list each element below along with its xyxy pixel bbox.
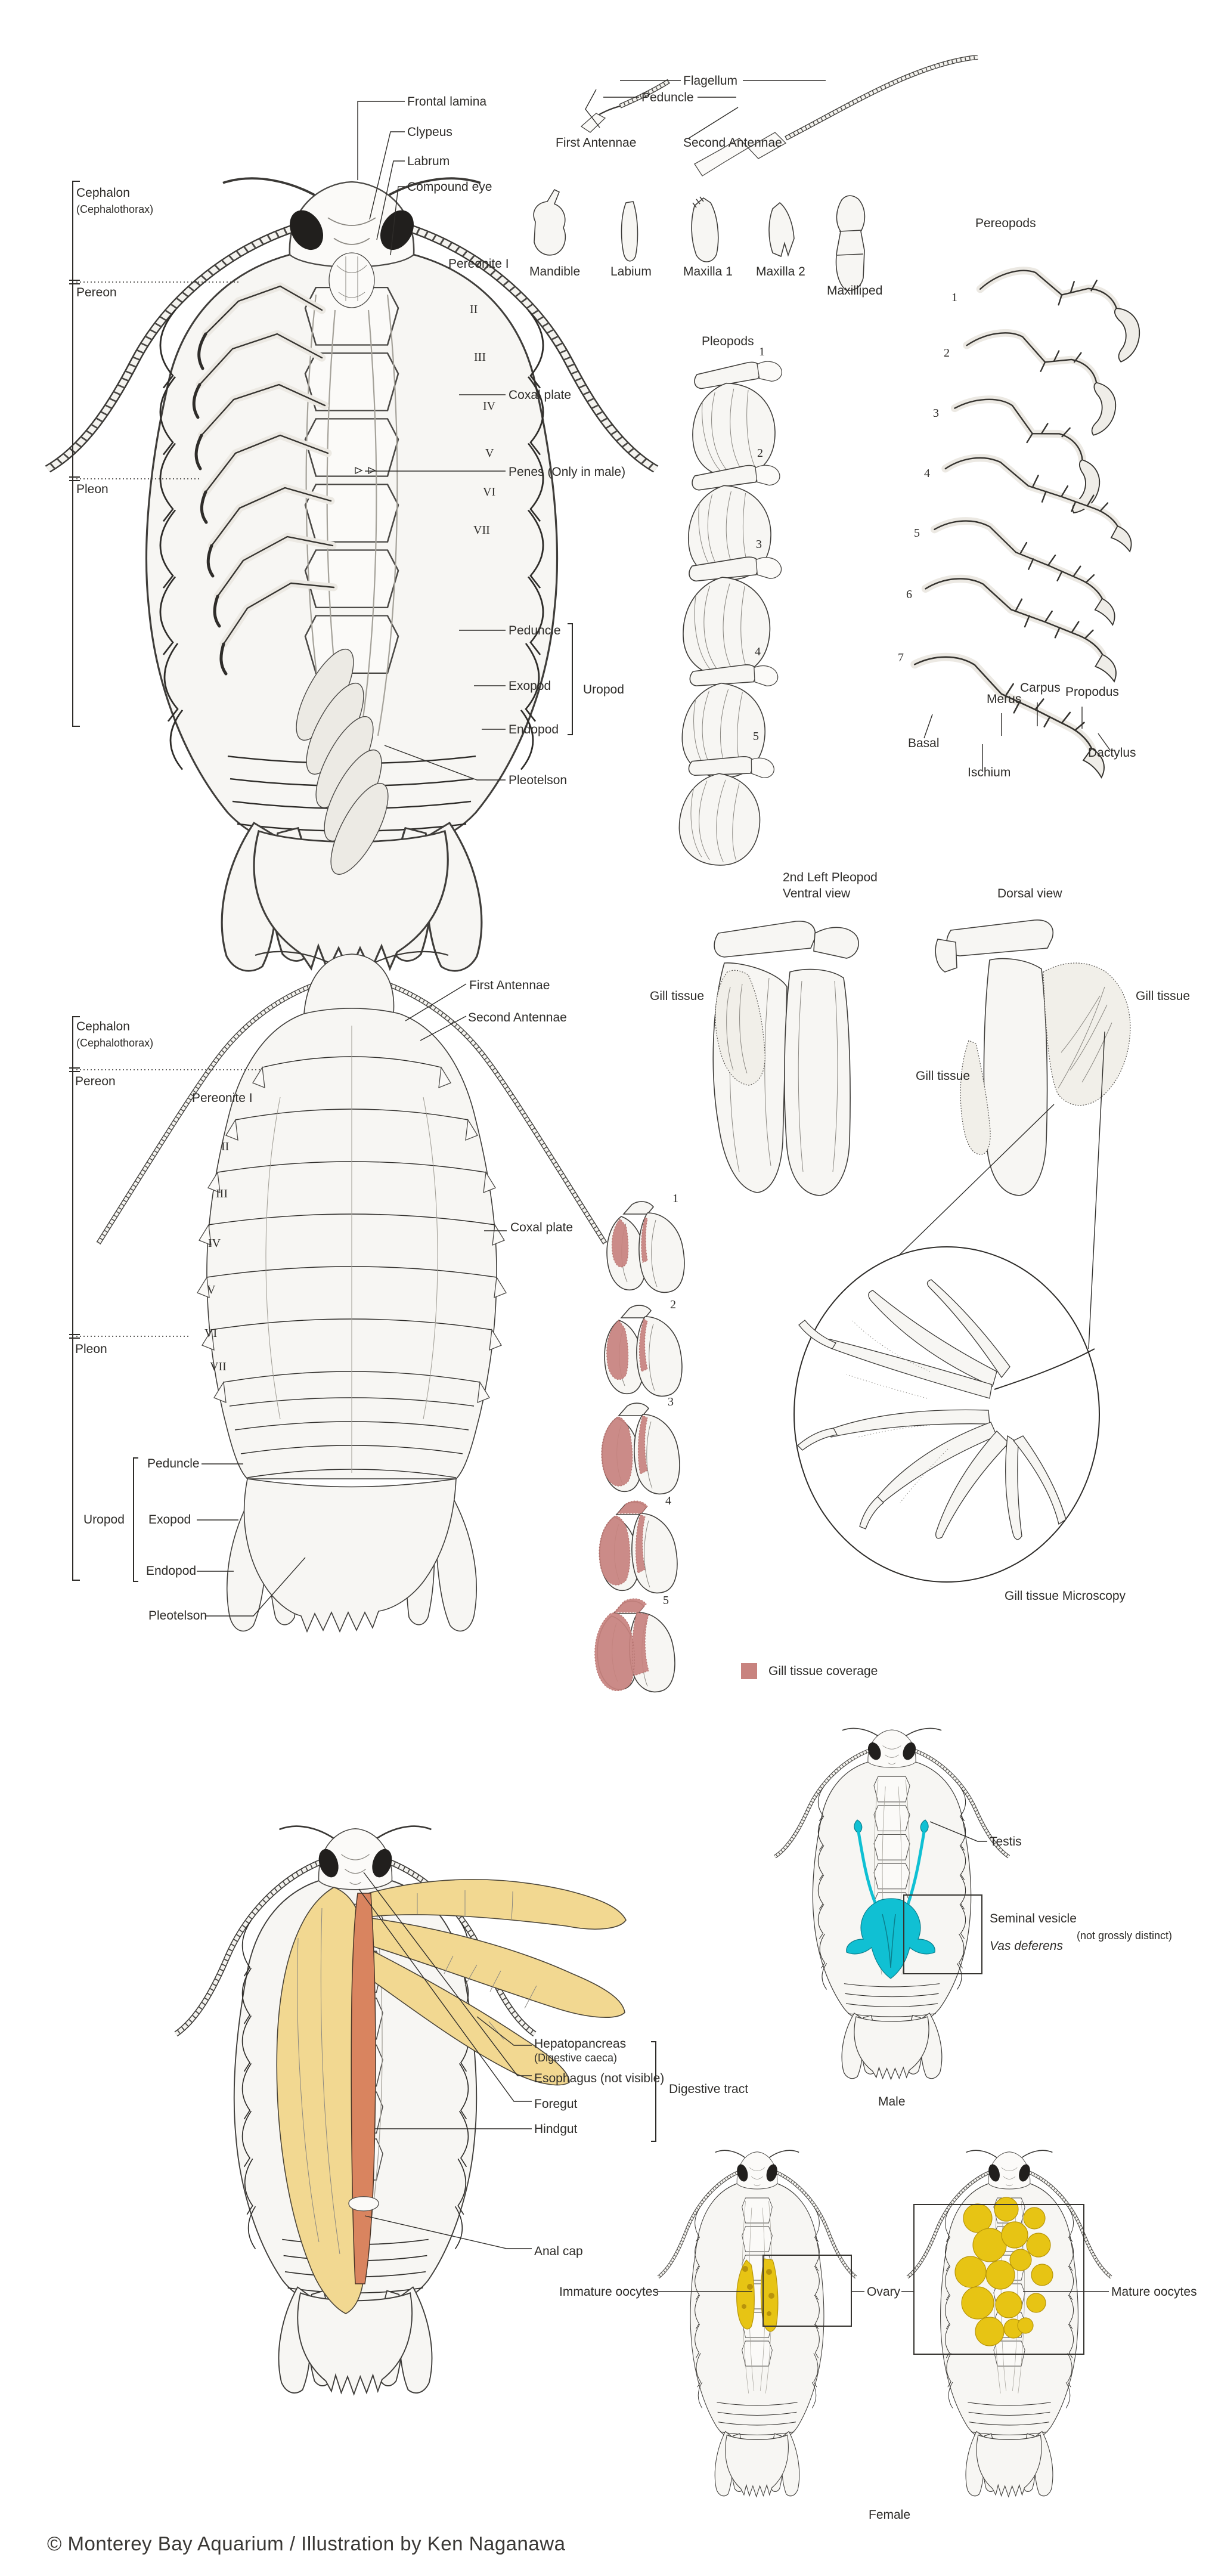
gill-coverage-swatch xyxy=(741,1663,757,1679)
gill-pleopod-number-5: 5 xyxy=(663,1594,669,1607)
label-propodus: Propodus xyxy=(1065,685,1119,699)
label-seminal-vesicle: Seminal vesicle xyxy=(990,1912,1077,1925)
pleopod-number-2: 2 xyxy=(757,447,763,460)
label-flagellum: Flagellum xyxy=(683,74,738,88)
label-labium: Labium xyxy=(610,265,652,278)
label-cephalothorax: (Cephalothorax) xyxy=(76,203,154,215)
mouthfield xyxy=(329,253,374,308)
pereopod-number-6: 6 xyxy=(906,588,912,601)
label-first-antennae: First Antennae xyxy=(556,136,637,150)
label-dorsal-numeral-4: IV xyxy=(208,1237,221,1250)
label-pleon: Pleon xyxy=(76,482,109,496)
label-exopod-dorsal: Exopod xyxy=(148,1513,191,1527)
label-numeral-2: II xyxy=(470,303,478,316)
pereopod-number-1: 1 xyxy=(951,291,957,304)
label-pereopods-title: Pereopods xyxy=(975,216,1036,230)
label-male: Male xyxy=(878,2095,906,2109)
label-endopod: Endopod xyxy=(509,723,559,736)
label-maxilla2: Maxilla 2 xyxy=(756,265,805,278)
label-mature-oocytes: Mature oocytes xyxy=(1111,2285,1197,2299)
pereopod-number-2: 2 xyxy=(944,346,950,360)
label-dactylus: Dactylus xyxy=(1088,746,1136,760)
pleopod-number-4: 4 xyxy=(755,645,761,658)
pleopod2-ventral xyxy=(713,921,858,1196)
label-second-antennae-dorsal: Second Antennae xyxy=(468,1011,567,1024)
label-second-antennae: Second Antennae xyxy=(683,136,782,150)
label-penes: Penes (Only in male) xyxy=(509,465,626,479)
label-gill-tissue-right: Gill tissue xyxy=(1136,989,1191,1003)
label-hindgut: Hindgut xyxy=(534,2122,578,2136)
label-numeral-3: III xyxy=(474,351,486,364)
gill-pleopod-number-1: 1 xyxy=(672,1192,678,1205)
label-merus: Merus xyxy=(987,692,1022,706)
label-maxilla1: Maxilla 1 xyxy=(683,265,733,278)
label-exopod: Exopod xyxy=(509,679,551,693)
label-coxal-plate-dorsal: Coxal plate xyxy=(510,1221,574,1234)
label-coxal-plate: Coxal plate xyxy=(509,388,572,402)
label-ischium: Ischium xyxy=(968,766,1011,779)
label-digestive-caeca: (Digestive caeca) xyxy=(534,2052,618,2064)
label-maxilliped: Maxilliped xyxy=(827,284,883,298)
antennae-detail xyxy=(581,57,978,176)
label-immature-oocytes: Immature oocytes xyxy=(559,2285,659,2299)
label-pereon: Pereon xyxy=(76,286,117,299)
pleopod2-dorsal xyxy=(935,920,1130,1196)
label-ventral-view: Ventral view xyxy=(783,887,851,900)
gill-pleopod-number-4: 4 xyxy=(665,1494,671,1507)
label-pereonite1: Pereonite I xyxy=(448,257,509,271)
label-numeral-4: IV xyxy=(483,400,496,413)
label-esophagus: Esophagus (not visible) xyxy=(534,2072,665,2085)
label-dorsal-numeral-2: II xyxy=(221,1140,230,1153)
label-numeral-5: V xyxy=(485,447,494,460)
label-digestive-tract: Digestive tract xyxy=(669,2082,749,2096)
label-cephalothorax-dorsal: (Cephalothorax) xyxy=(76,1037,154,1049)
gill-pleopods xyxy=(595,1202,684,1692)
female-immature-isopod xyxy=(658,2150,856,2497)
label-uropod: Uropod xyxy=(583,683,624,696)
credit-line: © Monterey Bay Aquarium / Illustration by Ken Naganawa xyxy=(47,2532,566,2555)
label-testis: Testis xyxy=(990,1835,1022,1849)
label-pleopods-title: Pleopods xyxy=(702,335,754,348)
pleopods-column xyxy=(677,360,789,869)
label-frontal-lamina: Frontal lamina xyxy=(407,95,487,109)
label-labrum: Labrum xyxy=(407,154,450,168)
label-gill-tissue-left: Gill tissue xyxy=(650,989,705,1003)
gill-pleopod-number-3: 3 xyxy=(668,1395,674,1408)
top-ventral-isopod xyxy=(48,178,656,973)
label-pleon-dorsal: Pleon xyxy=(75,1342,107,1356)
pleopod-number-1: 1 xyxy=(759,345,765,358)
label-foregut: Foregut xyxy=(534,2097,578,2111)
label-cephalon: Cephalon xyxy=(76,186,130,200)
label-vas-deferens: Vas deferens xyxy=(990,1939,1063,1953)
label-dorsal-view: Dorsal view xyxy=(997,887,1062,900)
label-endopod-dorsal: Endopod xyxy=(146,1564,197,1578)
gill-pleopod-number-2: 2 xyxy=(670,1298,676,1311)
label-uropod-dorsal: Uropod xyxy=(83,1513,125,1527)
label-carpus: Carpus xyxy=(1020,681,1061,695)
label-ovary: Ovary xyxy=(867,2285,901,2299)
label-mandible: Mandible xyxy=(529,265,581,278)
label-antenna-peduncle: Peduncle xyxy=(641,91,694,104)
pereopod-number-7: 7 xyxy=(898,651,904,664)
label-pereonite1-dorsal: Pereonite I xyxy=(192,1091,253,1105)
label-not-grossly-distinct: (not grossly distinct) xyxy=(1077,1930,1173,1942)
pereopod-number-4: 4 xyxy=(924,467,930,480)
label-uropod-peduncle-dorsal: Peduncle xyxy=(147,1457,200,1470)
label-pleotelson-dorsal: Pleotelson xyxy=(148,1609,207,1623)
label-compound-eye: Compound eye xyxy=(407,180,492,194)
label-female: Female xyxy=(869,2508,911,2522)
label-anal-cap: Anal cap xyxy=(534,2244,583,2258)
label-dorsal-numeral-7: VII xyxy=(210,1360,227,1373)
label-cephalon-dorsal: Cephalon xyxy=(76,1020,130,1033)
pereopod-number-3: 3 xyxy=(933,407,939,420)
label-numeral-7: VII xyxy=(473,524,490,537)
label-first-antennae-dorsal: First Antennae xyxy=(469,979,550,992)
pleopod-number-3: 3 xyxy=(756,538,762,551)
label-2nd-left-pleopod: 2nd Left Pleopod xyxy=(783,871,878,884)
label-pleotelson: Pleotelson xyxy=(509,773,568,787)
label-numeral-6: VI xyxy=(483,485,496,499)
label-pereon-dorsal: Pereon xyxy=(75,1075,116,1088)
pleopod-number-5: 5 xyxy=(753,730,759,743)
label-dorsal-numeral-6: VI xyxy=(204,1327,218,1340)
label-hepatopancreas: Hepatopancreas xyxy=(534,2037,627,2051)
label-clypeus: Clypeus xyxy=(407,125,452,139)
label-dorsal-numeral-3: III xyxy=(216,1187,228,1200)
pereopods-column xyxy=(902,259,1143,778)
middle-dorsal-isopod xyxy=(98,952,605,1631)
label-dorsal-numeral-5: V xyxy=(207,1283,216,1296)
label-gill-microscopy: Gill tissue Microscopy xyxy=(1005,1589,1126,1603)
pereopod-number-5: 5 xyxy=(914,527,920,540)
label-uropod-peduncle: Peduncle xyxy=(509,624,561,637)
label-gill-tissue-bottom: Gill tissue xyxy=(916,1069,971,1083)
label-gill-coverage: Gill tissue coverage xyxy=(768,1664,878,1678)
label-basal: Basal xyxy=(908,736,940,750)
